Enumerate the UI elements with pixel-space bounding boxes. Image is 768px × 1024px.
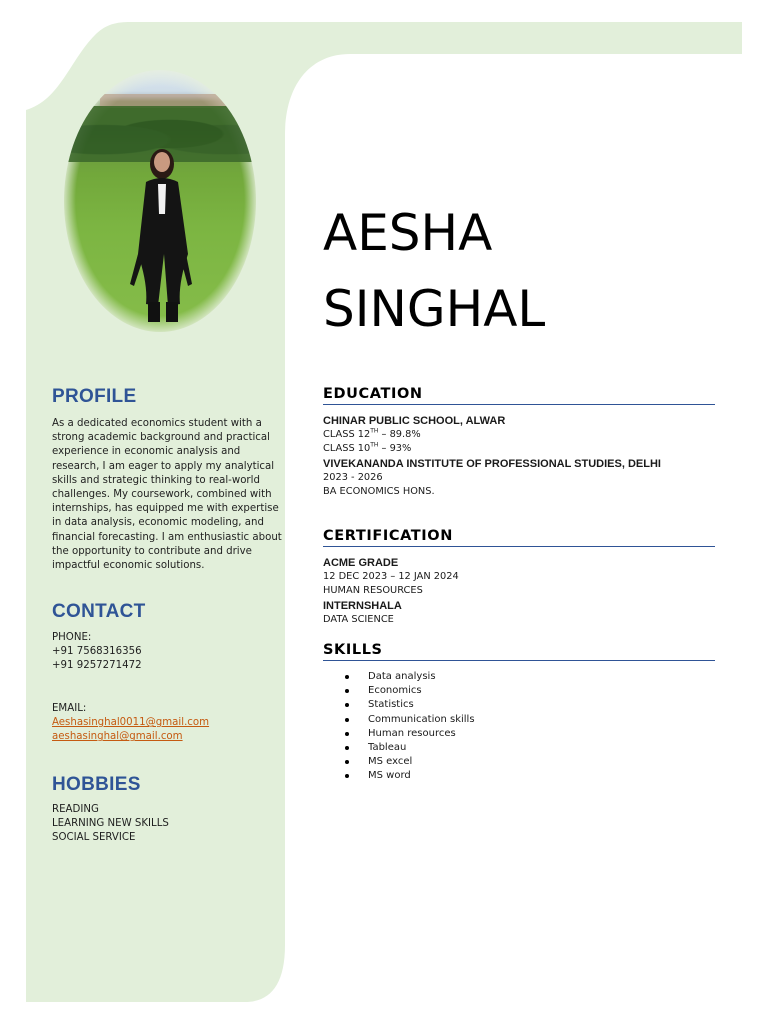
profile-line: in data analysis, economic modeling, and [52, 517, 264, 529]
profile-line: strong academic background and practical [52, 432, 270, 444]
degree-name: BA ECONOMICS HONS. [323, 486, 435, 498]
class-12-result: CLASS 12TH – 89.8% [323, 427, 421, 441]
profile-line: financial forecasting. I am enthusiastic about [52, 531, 282, 543]
skills-list [345, 670, 475, 784]
cert-course: DATA SCIENCE [323, 613, 394, 625]
bullet-icon [345, 703, 349, 707]
skill-item: Data analysis [345, 670, 475, 684]
profile-line: internships, has equipped me with expertise [52, 503, 279, 515]
profile-line: research, I am eager to apply my analytical [52, 460, 275, 472]
profile-photo [64, 70, 256, 332]
profile-line: As a dedicated economics student with a [52, 418, 262, 429]
certification-block [323, 556, 723, 627]
cert-org: INTERNSHALA [323, 599, 402, 612]
profile-line: skills and strategic thinking to real-world [52, 474, 260, 486]
bullet-icon [345, 718, 349, 722]
profile-heading: PROFILE [52, 386, 137, 407]
hobbies-list [52, 803, 169, 846]
hobby-item: READING [52, 804, 99, 815]
skill-item: Human resources [345, 727, 475, 741]
skill-item: Economics [345, 684, 475, 698]
person-figure [118, 134, 208, 332]
school-name: CHINAR PUBLIC SCHOOL, ALWAR [323, 415, 506, 427]
email-block [52, 702, 209, 745]
name-last: SINGHAL [323, 280, 546, 338]
certification-heading: CERTIFICATION [323, 528, 715, 547]
email-link-primary[interactable]: Aeshasinghal0011@gmail.com [52, 717, 210, 729]
college-years: 2023 - 2026 [323, 471, 383, 483]
skill-item: Statistics [345, 698, 475, 712]
class-10-result: CLASS 10TH – 93% [323, 442, 412, 455]
name-first: AESHA [323, 204, 493, 262]
email-label: EMAIL: [52, 703, 87, 714]
profile-line: challenges. My coursework, combined with [52, 489, 272, 501]
education-heading: EDUCATION [323, 386, 715, 405]
cert-course: HUMAN RESOURCES [323, 585, 423, 597]
skill-item: MS word [345, 769, 475, 783]
hobby-item: SOCIAL SERVICE [52, 832, 136, 844]
contact-heading: CONTACT [52, 601, 146, 622]
bullet-icon [345, 689, 349, 693]
skills-heading: SKILLS [323, 642, 715, 661]
skill-item: Communication skills [345, 713, 475, 727]
bullet-icon [345, 746, 349, 750]
hobbies-heading: HOBBIES [52, 774, 141, 795]
cert-dates: 12 DEC 2023 – 12 JAN 2024 [323, 571, 459, 583]
profile-text [52, 417, 282, 573]
cert-org: ACME GRADE [323, 557, 399, 569]
hobby-item: LEARNING NEW SKILLS [52, 818, 169, 830]
bullet-icon [345, 760, 349, 764]
bullet-icon [345, 732, 349, 736]
college-name: VIVEKANANDA INSTITUTE OF PROFESSIONAL STUDIES, DELHI [323, 457, 661, 470]
email-link-secondary[interactable]: aeshasinghal@gmail.com [52, 731, 183, 743]
phone-block [52, 631, 142, 674]
skill-item: Tableau [345, 741, 475, 755]
bullet-icon [345, 675, 349, 679]
profile-line: experience in economic analysis and [52, 446, 241, 458]
bullet-icon [345, 774, 349, 778]
profile-line: impactful economic solutions. [52, 560, 205, 572]
phone-number: +91 9257271472 [52, 660, 142, 672]
phone-number: +91 7568316356 [52, 646, 142, 658]
phone-label: PHONE: [52, 632, 92, 643]
profile-line: the opportunity to contribute and drive [52, 545, 252, 557]
education-block [323, 414, 723, 499]
skill-item: MS excel [345, 755, 475, 769]
